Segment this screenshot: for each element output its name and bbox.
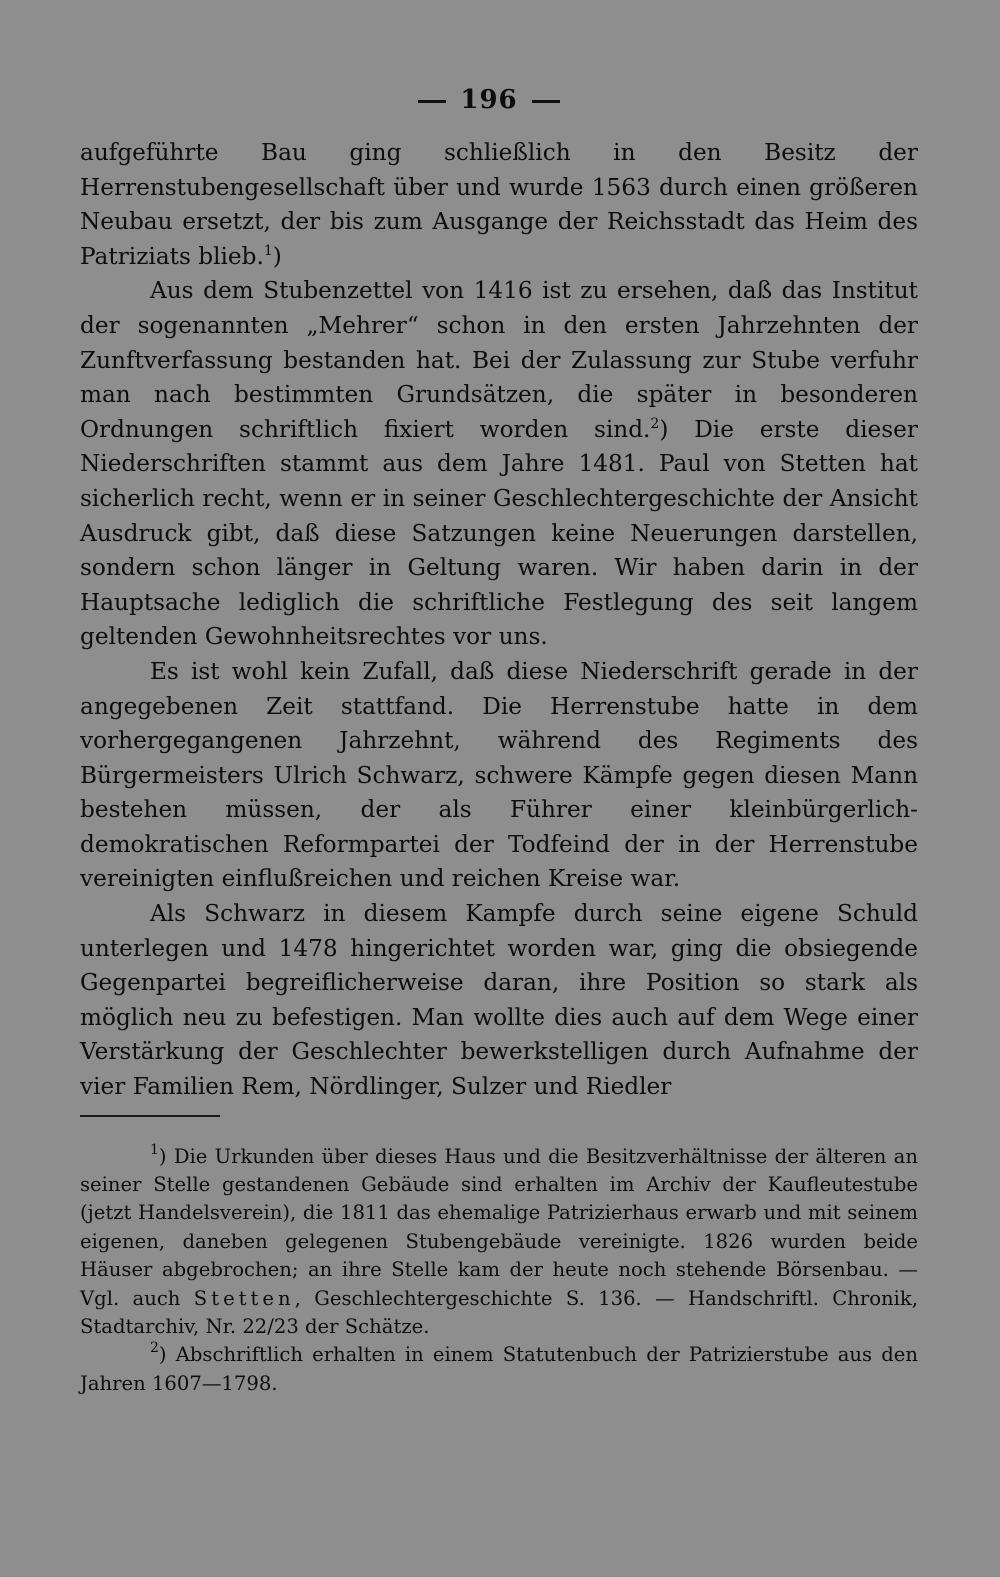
footnote-text: ) Abschriftlich erhalten in einem Statutenbuch der Patrizierstube aus den Jahren 1607—1798. — [80, 1343, 918, 1395]
paragraph-text-tail: ) — [272, 242, 282, 270]
paragraph — [80, 655, 918, 897]
footnotes — [80, 1143, 918, 1399]
document-page — [80, 80, 918, 1398]
header-dash-right — [532, 100, 560, 103]
main-text — [80, 136, 918, 1105]
footnote-text: ) Die Urkunden über dieses Haus und die Besitzverhältnisse der älteren an seiner Stelle gestandenen Gebäude sind erhalten im Archiv der Kaufleutestube (jetzt Handelsverein), die 1811 das ehemalige Patrizierhaus erwarb und mit seinem eigenen, daneben gelegenen Stubengebäude vereinigte. 1826 wurden beide Häuser abgebrochen; an ihre Stelle kam der heute noch stehende Börsenbau. — Vgl. auch — [80, 1144, 918, 1310]
footnote-1 — [80, 1143, 918, 1342]
paragraph-text: Aus dem Stubenzettel von 1416 ist zu ersehen, daß das Institut der sogenannten „Mehrer“ schon in den ersten Jahrzehnten der Zunftverfassung bestanden hat. Bei der Zulassung zur Stube verfuhr man nach bestimmten Grundsätzen, die später in besonderen Ordnungen schriftlich fixiert worden sind. — [80, 277, 918, 443]
paragraph — [80, 274, 918, 655]
footnote-marker: 1 — [150, 1141, 159, 1158]
paragraph-text: Es ist wohl kein Zufall, daß diese Niederschrift gerade in der angegebenen Zeit stattfand. Die Herrenstube hatte in dem vorhergegangenen Jahrzehnt, während des Regiments des Bürgermeisters Ulrich Schwarz, schwere Kämpfe gegen diesen Mann bestehen müssen, der als Führer einer kleinbürgerlich-demokratischen Reformpartei der Todfeind der in der Herrenstube vereinigten einflußreichen und reichen Kreise war. — [80, 657, 918, 893]
footnote-separator — [80, 1115, 220, 1117]
paragraph — [80, 897, 918, 1105]
footnote-text-continued: , Geschlechtergeschichte S. 136. — Handschriftl. Chronik, Stadtarchiv, Nr. 22/23 der Schätze. — [80, 1286, 918, 1339]
paragraph-text-continued: ) Die erste dieser Niederschriften stammt aus dem Jahre 1481. Paul von Stetten hat sicherlich recht, wenn er in seiner Geschlechtergeschichte der Ansicht Ausdruck gibt, daß diese Satzungen keine Neuerungen darstellen, sondern schon länger in Geltung waren. Wir haben darin in der Hauptsache lediglich die schriftliche Festlegung des seit langem geltenden Gewohnheitsrechtes vor uns. — [80, 415, 918, 651]
footnote-marker: 2 — [150, 1340, 159, 1357]
page-number: 196 — [460, 85, 518, 115]
footnote-ref-1: 1 — [263, 242, 273, 259]
paragraph-text: Als Schwarz in diesem Kampfe durch seine eigene Schuld unterlegen und 1478 hingerichtet worden war, ging die obsiegende Gegenpartei begreiflicherweise daran, ihre Position so stark als möglich neu zu befestigen. Man wollte dies auch auf dem Wege einer Verstärkung der Geschlechter bewerkstelligen durch Aufnahme der vier Familien Rem, Nördlinger, Sulzer und Riedler — [80, 900, 918, 1101]
paragraph-text: aufgeführte Bau ging schließlich in den Besitz der Herrenstubengesellschaft über und wurde 1563 durch einen größeren Neubau ersetzt, der bis zum Ausgange der Reichsstadt das Heim des Patriziats blieb. — [80, 139, 918, 270]
footnote-ref-2: 2 — [650, 415, 660, 432]
header-dash-left — [418, 100, 446, 103]
page-header — [60, 80, 918, 120]
footnote-2 — [80, 1341, 918, 1398]
paragraph — [80, 136, 918, 274]
footnote-author: Stetten — [193, 1286, 295, 1310]
